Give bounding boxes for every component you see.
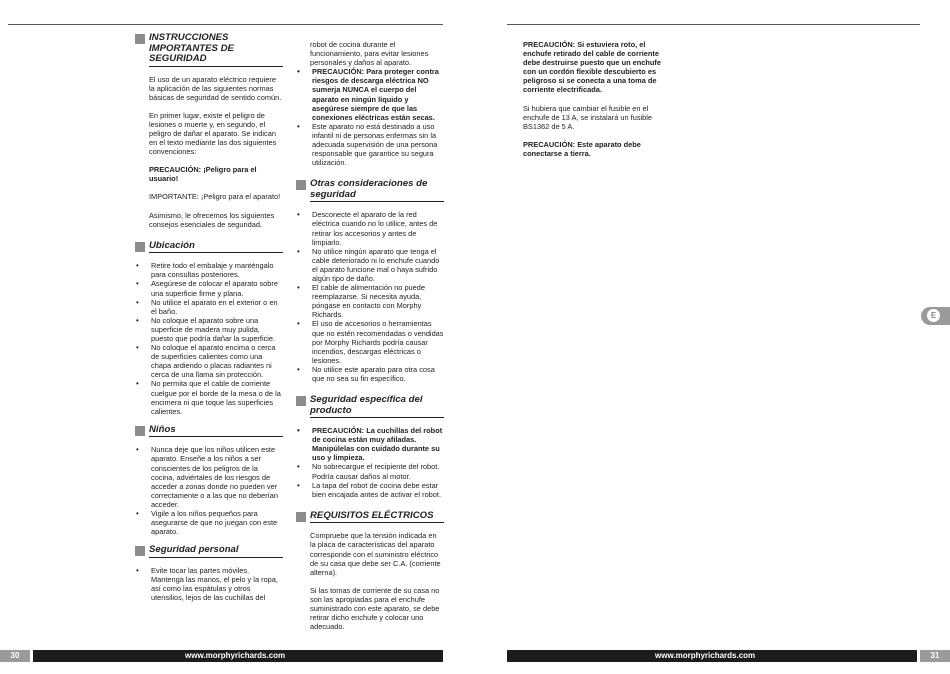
section-square-icon: [135, 426, 145, 436]
caution-paragraph: PRECAUCIÓN: ¡Peligro para el usuario!: [149, 165, 257, 184]
section-header: [296, 395, 444, 418]
list-item: • No coloque el aparato encima o cerca de superficies calientes como una chapa ardiendo o placas radiantes ni cerca de una llama sin protección.: [135, 343, 283, 379]
list-item: • No utilice este aparato para otra cosa que no sea su fin específico.: [296, 365, 444, 383]
section-title: Seguridad personal: [149, 545, 283, 558]
paragraph: Asimismo, le ofrecemos los siguientes consejos esenciales de seguridad.: [149, 210, 275, 229]
list-item: • Evite tocar las partes móviles. Mantenga las manos, el pelo y la ropa, así como las espátulas y otros utensilios, lejos de las cuchillas del: [135, 566, 283, 602]
bullet-list: [296, 210, 444, 383]
footer-url: www.morphyrichards.com: [185, 651, 286, 660]
section-title: INSTRUCCIONES IMPORTANTES DE SEGURIDAD: [149, 33, 283, 67]
footer-url: www.morphyrichards.com: [655, 651, 756, 660]
section-square-icon: [135, 546, 145, 556]
list-item: • No permita que el cable de corriente cuelgue por el borde de la mesa o de la encimera ni que toque las superficies calientes.: [135, 379, 283, 415]
language-tab: [921, 307, 950, 325]
top-rule: [8, 24, 443, 25]
bullet-list: [135, 261, 283, 416]
paragraph: Compruebe que la tensión indicada en la placa de características del aparato corresponde con el suministro eléctrico de su casa que debe ser C.A. (corriente alterna).: [310, 531, 441, 577]
caution-paragraph: PRECAUCIÓN: Este aparato debe conectarse a tierra.: [523, 139, 641, 158]
right-column-1: [523, 40, 663, 158]
bullet-list: [296, 67, 444, 167]
left-column-2: [296, 40, 444, 640]
caution-list-item: • PRECAUCIÓN: La cuchillas del robot de cocina están muy afiladas. Manipúlelas con cuidado durante su uso y limpieza.: [296, 426, 444, 462]
section-title: Ubicación: [149, 241, 283, 254]
section-square-icon: [296, 396, 306, 406]
list-item: • Retire todo el embalaje y manténgalo para consultas posteriores.: [135, 261, 283, 279]
section-header: [135, 33, 283, 67]
section-header: [135, 241, 283, 254]
top-rule: [507, 24, 920, 25]
bullet-list: [135, 566, 283, 602]
page-number: 30: [0, 650, 30, 662]
page-number: 31: [920, 650, 950, 662]
left-column-1: [135, 33, 283, 611]
list-item: • No sobrecargue el recipiente del robot. Podría causar daños al motor.: [296, 462, 444, 480]
section-header: [135, 425, 283, 438]
footer-bar: [33, 650, 443, 662]
list-item: • El cable de alimentación no puede reemplazarse. Si necesita ayuda, póngase en contacto con Morphy Richards.: [296, 283, 444, 319]
footer-bar: [507, 650, 917, 662]
paragraph: Si hubiera que cambiar el fusible en el enchufe de 13 A, se instalará un fusible BS1362 de 5 A.: [523, 103, 653, 131]
list-item: • Este aparato no está destinado a uso infantil ni de personas enfermas sin la adecuada supervisión de una persona responsable que garantice su segura utilización.: [296, 122, 444, 167]
section-header: [296, 511, 444, 524]
section-square-icon: [135, 34, 145, 44]
section-header: [135, 545, 283, 558]
section-title: REQUISITOS ELÉCTRICOS: [310, 511, 444, 524]
paragraph: IMPORTANTE: ¡Peligro para el aparato!: [149, 192, 281, 202]
paragraph: En primer lugar, existe el peligro de lesiones o muerte y, en segundo, el peligro de dañar el aparato. Se indican en el texto mediante las dos siguientes convenciones:: [149, 110, 277, 157]
paragraph: Si las tomas de corriente de su casa no son las apropiadas para el enchufe suministrado con este aparato, se debe retirar dicho enchufe y colocar uno adecuado.: [310, 585, 440, 632]
section-square-icon: [296, 180, 306, 190]
list-item: • No utilice el aparato en el exterior o en el baño.: [135, 298, 283, 316]
list-item: • Vigile a los niños pequeños para asegurarse de que no juegan con este aparato.: [135, 509, 283, 536]
list-item: • El uso de accesorios o herramientas que no estén recomendadas o vendidas por Morphy Richards podría causar incendios, descargas eléctricas o lesiones.: [296, 319, 444, 364]
right-page: [475, 0, 950, 674]
list-item: • Asegúrese de colocar el aparato sobre una superficie firme y plana.: [135, 279, 283, 297]
caution-list-item: • PRECAUCIÓN: Para proteger contra riesgos de descarga eléctrica NO sumerja NUNCA el cuerpo del aparato en ningún líquido y asegúrese siempre de que las conexiones eléctricas están secas.: [296, 67, 444, 122]
list-item: • Desconecte el aparato de la red eléctrica cuando no lo utilice, antes de retirar los accesorios y antes de limpiarlo.: [296, 210, 444, 246]
section-title: Otras consideraciones de seguridad: [310, 179, 444, 202]
bullet-list: [296, 426, 444, 499]
bullet-list: [135, 445, 283, 536]
continued-text: robot de cocina durante el funcionamiento, para evitar lesiones personales y daños al aparato.: [310, 40, 429, 68]
language-tab-letter: E: [927, 309, 940, 322]
section-square-icon: [296, 512, 306, 522]
list-item: • No utilice ningún aparato que tenga el cable deteriorado ni lo enchufe cuando el aparato funcione mal o haya sufrido algún tipo de daño.: [296, 247, 444, 283]
section-square-icon: [135, 242, 145, 252]
section-header: [296, 179, 444, 202]
section-title: Seguridad específica del producto: [310, 395, 444, 418]
caution-paragraph: PRECAUCIÓN: Si estuviera roto, el enchufe retirado del cable de corriente debe destruirse puesto que un enchufe con un cordón flexible descubierto es peligroso si se conecta a una toma de corriente electrificada.: [523, 40, 661, 95]
list-item: • La tapa del robot de cocina debe estar bien encajada antes de activar el robot.: [296, 481, 444, 499]
section-title: Niños: [149, 425, 283, 438]
list-item: • No coloque el aparato sobre una superficie de madera muy pulida, puesto que podría dañar la superficie.: [135, 316, 283, 343]
list-item: • Nunca deje que los niños utilicen este aparato. Enseñe a los niños a ser conscientes de los peligros de la cocina, adviértales de los riesgos de acceder a zonas donde no pueden ver correctamente o a las que no deberían acceder.: [135, 445, 283, 509]
paragraph: El uso de un aparato eléctrico requiere la aplicación de las siguientes normas básicas de seguridad de sentido común.: [149, 74, 282, 102]
